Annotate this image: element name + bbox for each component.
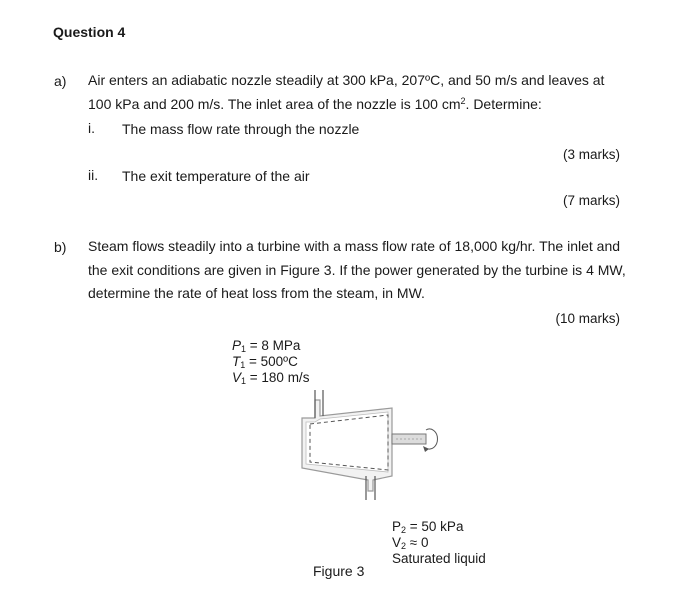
outlet-conditions [392, 519, 486, 567]
part-a-sub-i-marks: (3 marks) [563, 147, 620, 162]
inlet-temperature: $T_1$ = 500ºC [232, 354, 298, 370]
part-a-sub-ii-text: The exit temperature of the air [122, 168, 310, 184]
part-a-sub-i-label: i. [88, 120, 95, 136]
part-b-text [88, 235, 633, 306]
part-a-intro [88, 69, 628, 116]
question-title: Question 4 [53, 24, 126, 40]
outlet-velocity: $V_2 \approx 0$ [392, 535, 429, 551]
part-b-label: b) [54, 239, 67, 255]
part-b-line3: determine the rate of heat loss from the steam, in MW. [88, 285, 425, 301]
part-a-sub-ii-label: ii. [88, 167, 99, 183]
part-a-sub-ii-marks: (7 marks) [563, 193, 620, 208]
part-a-label: a) [54, 73, 67, 89]
part-a-intro-line1: Air enters an adiabatic nozzle steadily at 300 kPa, 207ºC, and 50 m/s and leaves at [88, 72, 605, 88]
figure-caption: Figure 3 [313, 563, 365, 579]
rotation-arrow [426, 429, 437, 449]
part-b-line1: Steam flows steadily into a turbine with a mass flow rate of 18,000 kg/hr. The inlet and [88, 238, 621, 254]
part-b-marks: (10 marks) [555, 311, 620, 326]
outlet-state: Saturated liquid [392, 551, 486, 566]
turbine-diagram [280, 388, 450, 503]
rotation-arrowhead [423, 446, 429, 452]
part-a-sub-i-text: The mass flow rate through the nozzle [122, 121, 360, 137]
inlet-conditions [232, 338, 309, 386]
outlet-pressure: $P_2 = 50$ kPa [392, 519, 464, 535]
part-b-line2: the exit conditions are given in Figure 3. If the power generated by the turbine is 4 MW, [88, 261, 626, 278]
inlet-velocity: $V_1 = 180$ m/s [232, 370, 310, 386]
part-a-intro-line2: 100 kPa and 200 m/s. The inlet area of the nozzle is 100 $cm^2$. Determine: [88, 95, 542, 112]
inlet-pressure: $P_1 = 8$ MPa [232, 338, 301, 354]
